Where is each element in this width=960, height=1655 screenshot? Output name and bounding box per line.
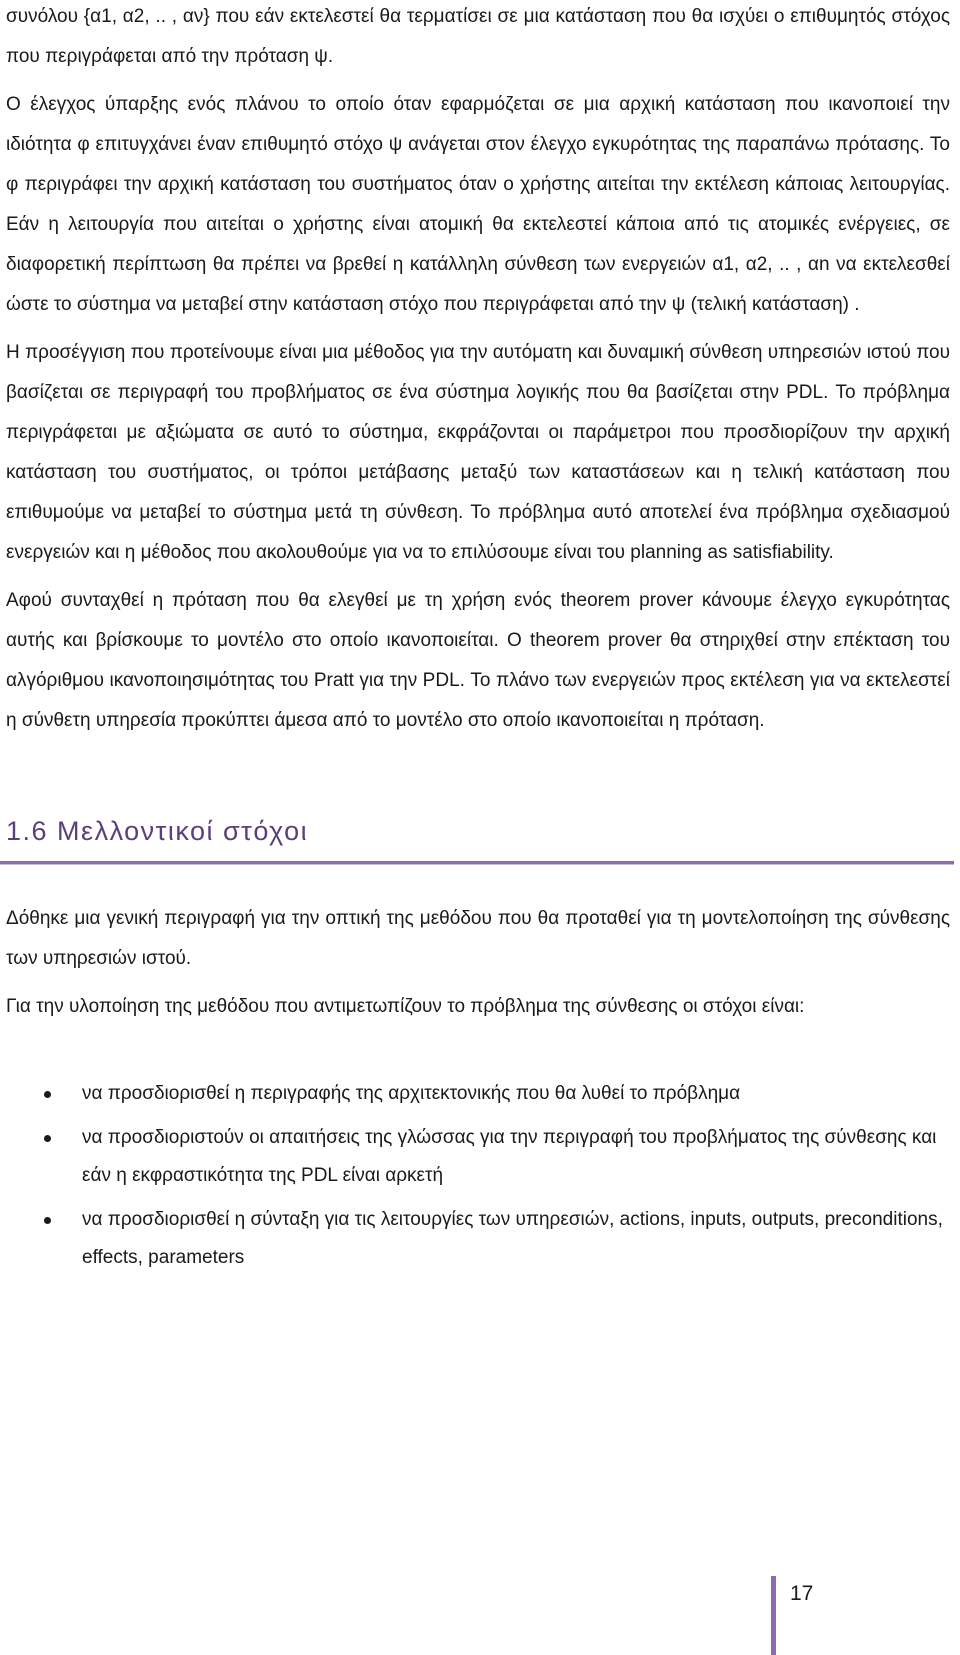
page-number-box (771, 1576, 936, 1655)
section-intro (6, 899, 950, 1027)
paragraph-theorem-prover: Αφού συνταχθεί η πρόταση που θα ελεγθεί με τη χρήση ενός theorem prover κάνουμε έλεγχο εγκυρότητας αυτής και βρίσκουμε το μοντέλο στο οποίο ικανοποιείται. Ο theorem prover θα στηριχθεί στην επέκταση του αλγόριθμου ικανοποιησιμότητας του Pratt για την PDL. Το πλάνο των ενεργειών προς εκτέλεση για να εκτελεστεί η σύνθετη υπηρεσία προκύπτει άμεσα από το μοντέλο στο οποίο ικανοποιείται η πρόταση. (6, 590, 950, 731)
list-item-text: να προσδιοριστούν οι απαιτήσεις της γλώσσας για την περιγραφή του προβλήματος της σύνθεσης και εάν η εκφραστικότητα της PDL είναι αρκετή (82, 1127, 937, 1186)
goals-list (6, 1075, 950, 1277)
heading-underline (0, 861, 954, 865)
paragraph-plan-validity: Ο έλεγχος ύπαρξης ενός πλάνου το οποίο όταν εφαρμόζεται σε μια αρχική κατάσταση που ικανοποιεί την ιδιότητα φ επιτυγχάνει έναν επιθυμητό στόχο ψ ανάγεται στον έλεγχο εγκυρότητας της παραπάνω πρότασης. Το φ περιγράφει την αρχική κατάσταση του συστήματος όταν ο χρήστης αιτείται την εκτέλεση κάποιας λειτουργίας. Εάν η λειτουργία που αιτείται ο χρήστης είναι ατομική θα εκτελεστεί κάποια από τις ατομικές ενέργειες, σε διαφορετική περίπτωση θα πρέπει να βρεθεί η κατάλληλη σύνθεση των ενεργειών α1, α2, .. , αn να εκτελεσθεί ώστε το σύστημα να μεταβεί στην κατάσταση στόχο που περιγράφεται από την ψ (τελική κατάσταση) . (6, 94, 950, 315)
list-item (6, 1201, 950, 1277)
list-item-text: να προσδιορισθεί η σύνταξη για τις λειτουργίες των υπηρεσιών, actions, inputs, outputs, preconditions, effects, parameters (82, 1209, 943, 1268)
section-heading: 1.6 Μελλοντικοί στόχοι (6, 816, 309, 846)
paragraph-goals-lead: Για την υλοποίηση της μεθόδου που αντιμετωπίζουν το πρόβλημα της σύνθεσης οι στόχοι είναι: (6, 996, 805, 1017)
page-number: 17 (790, 1582, 814, 1605)
list-item (6, 1119, 950, 1195)
paragraph-overview: Δόθηκε μια γενική περιγραφή για την οπτική της μεθόδου που θα προταθεί για τη μοντελοποίηση της σύνθεσης των υπηρεσιών ιστού. (6, 908, 950, 969)
list-item (6, 1075, 950, 1113)
paragraph-approach: Η προσέγγιση που προτείνουμε είναι μια μέθοδος για την αυτόματη και δυναμική σύνθεση υπηρεσιών ιστού που βασίζεται σε περιγραφή του προβλήματος σε ένα σύστημα λογικής που θα βασίζεται στην PDL. Το πρόβλημα περιγράφεται με αξιώματα σε αυτό το σύστημα, εκφράζονται οι παράμετροι που προσδιορίζουν την αρχική κατάσταση του συστήματος, οι τρόποι μετάβασης μεταξύ των καταστάσεων και η τελική κατάσταση που επιθυμούμε να μεταβεί το σύστημα μετά τη σύνθεση. Το πρόβλημα αυτό αποτελεί ένα πρόβλημα σχεδιασμού ενεργειών και η μέθοδος που ακολουθούμε για να το επιλύσουμε είναι του planning as satisfiability. (6, 342, 950, 563)
section-heading-block (0, 811, 950, 865)
bullet-icon (44, 1217, 51, 1224)
bullet-icon (44, 1091, 51, 1098)
bullet-icon (44, 1135, 51, 1142)
paragraph-continuation: συνόλου {α1, α2, .. , αν} που εάν εκτελεστεί θα τερματίσει σε μια κατάσταση που θα ισχύει ο επιθυμητός στόχος που περιγράφεται από την πρόταση ψ. (6, 6, 950, 67)
document-page (6, 0, 950, 1283)
list-item-text: να προσδιορισθεί η περιγραφής της αρχιτεκτονικής που θα λυθεί το πρόβλημα (82, 1083, 741, 1104)
